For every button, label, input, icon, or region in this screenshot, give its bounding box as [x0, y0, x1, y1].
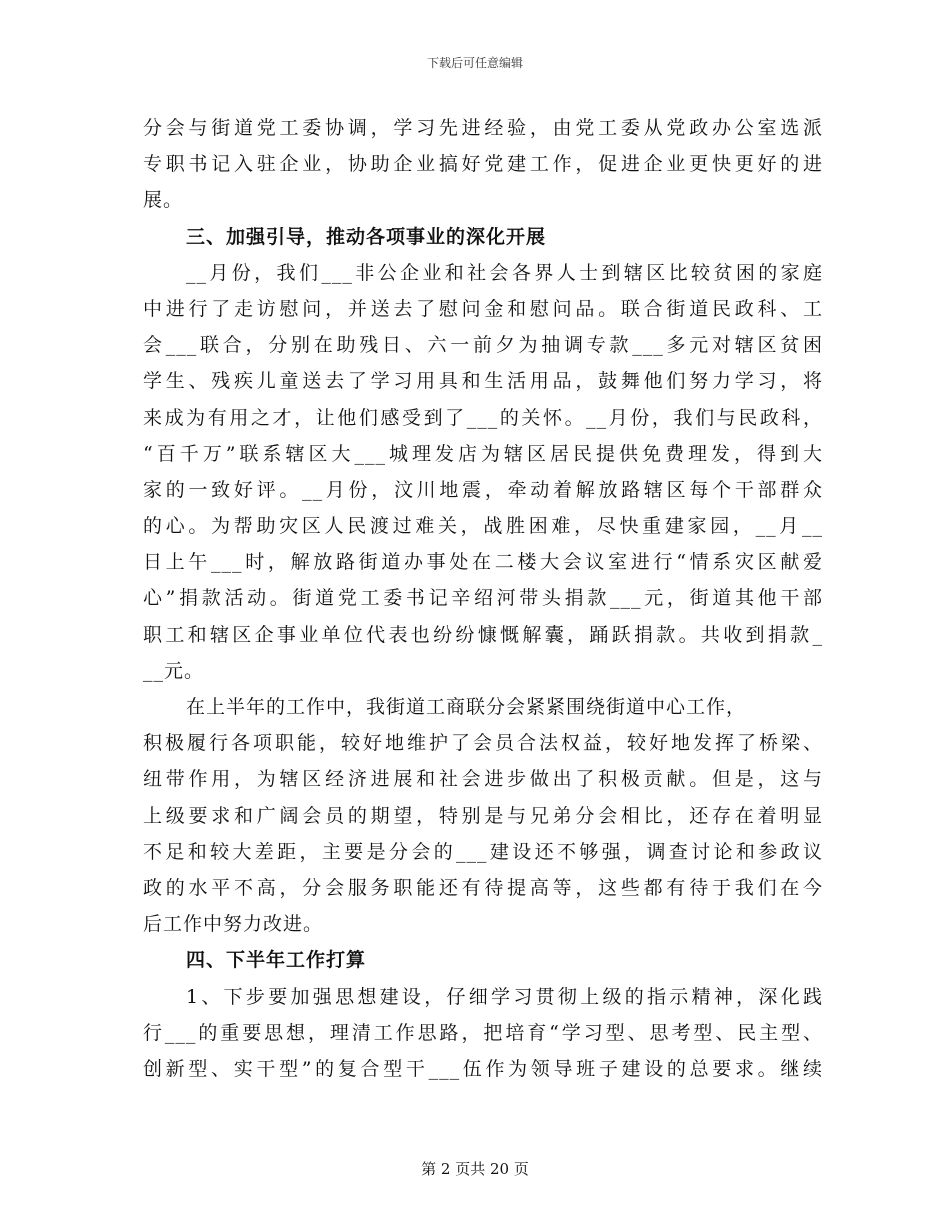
paragraph-line: 后工作中努力改进。: [143, 913, 324, 936]
paragraph-line: 专职书记入驻企业，协助企业搞好党建工作，促进企业更快更好的进: [143, 153, 823, 176]
paragraph-line: __元。: [143, 659, 205, 682]
paragraph-line: 的心。为帮助灾区人民渡过难关，战胜困难，尽快重建家园，__月__: [143, 515, 823, 538]
paragraph-line: 展。: [143, 189, 184, 212]
paragraph-line: 积极履行各项职能，较好地维护了会员合法权益，较好地发挥了桥梁、: [143, 732, 823, 755]
paragraph-line: 中进行了走访慰问，并送去了慰问金和慰问品。联合街道民政科、工: [143, 297, 823, 320]
paragraph-line: 分会与街道党工委协调，学习先进经验，由党工委从党政办公室选派: [143, 117, 823, 139]
paragraph-line: 行___的重要思想，理清工作思路，把培育“学习型、思考型、民主型、: [143, 1021, 823, 1044]
section-heading: 三、加强引导，推动各项事业的深化开展: [186, 225, 547, 248]
paragraph-line: 家的一致好评。__月份，汶川地震，牵动着解放路辖区每个干部群众: [143, 478, 823, 501]
paragraph-line: 上级要求和广阔会员的期望，特别是与兄弟分会相比，还存在着明显: [143, 804, 823, 827]
paragraph-line: 政的水平不高，分会服务职能还有待提高等，这些都有待于我们在今: [143, 876, 823, 899]
paragraph-line: 纽带作用，为辖区经济进展和社会进步做出了积极贡献。但是，这与: [143, 768, 823, 791]
paragraph-line: 在上半年的工作中，我街道工商联分会紧紧围绕街道中心工作，: [186, 696, 747, 718]
section-heading: 四、下半年工作打算: [186, 949, 367, 972]
paragraph-line: “百千万”联系辖区大___城理发店为辖区居民提供免费理发，得到大: [143, 442, 823, 465]
paragraph-line: 学生、残疾儿童送去了学习用具和生活用品，鼓舞他们努力学习，将: [143, 370, 823, 393]
paragraph-line: 日上午___时，解放路街道办事处在二楼大会议室进行“情系灾区献爱: [143, 551, 823, 574]
document-body: [143, 110, 823, 1087]
paragraph-line: 会___联合，分别在助残日、六一前夕为抽调专款___多元对辖区贫困: [143, 334, 823, 357]
paragraph-line: 不足和较大差距，主要是分会的___建设还不够强，调查讨论和参政议: [143, 840, 823, 863]
paragraph-line: 来成为有用之才，让他们感受到了___的关怀。__月份，我们与民政科，: [143, 406, 823, 429]
paragraph-line: 创新型、实干型”的复合型干___伍作为领导班子建设的总要求。继续: [143, 1057, 823, 1080]
paragraph-line: __月份，我们___非公企业和社会各界人士到辖区比较贫困的家庭: [186, 261, 823, 284]
header-note: 下载后可任意编辑: [426, 56, 523, 70]
paragraph-line: 1、下步要加强思想建设，仔细学习贯彻上级的指示精神，深化践: [186, 985, 823, 1008]
paragraph-line: 职工和辖区企事业单位代表也纷纷慷慨解囊，踊跃捐款。共收到捐款_: [143, 623, 823, 646]
paragraph-line: 心”捐款活动。街道党工委书记辛绍河带头捐款___元，街道其他干部: [143, 587, 823, 610]
page-number: 第 2 页共 20 页: [421, 1160, 529, 1178]
